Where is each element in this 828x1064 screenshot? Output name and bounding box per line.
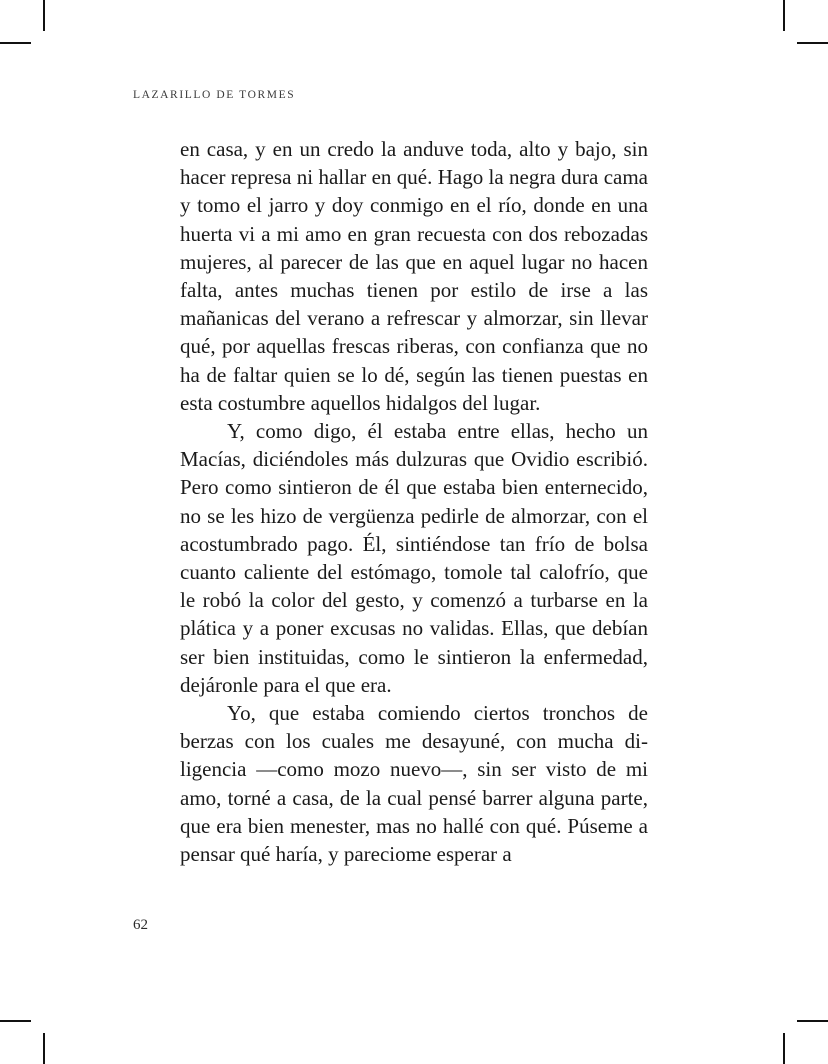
crop-mark-top-left-horizontal (0, 42, 31, 44)
crop-mark-bottom-left-vertical (43, 1033, 45, 1064)
crop-mark-bottom-right-horizontal (797, 1020, 828, 1022)
crop-mark-top-right-horizontal (797, 42, 828, 44)
crop-mark-bottom-left-horizontal (0, 1020, 31, 1022)
paragraph-2: Y, como digo, él estaba entre ellas, hecho un Macías, diciéndoles más dulzuras que Ovidio escribió. Pero como sintieron de él que estaba bien enternecido, no se les hizo de vergüenza pedirle de almorzar, con el acostumbrado pago. Él, sintiéndose tan frío de bolsa cuanto caliente del estómago, tomole tal calofrío, que le robó la color del gesto, y comenzó a turbarse en la plática y a poner excusas no validas. Ellas, que debían ser bien instituidas, como le sintieron la enfermedad, dejáronle para el que era. (180, 419, 648, 697)
crop-mark-top-left-vertical (43, 0, 45, 31)
running-head: LAZARILLO DE TORMES (133, 89, 296, 101)
crop-mark-bottom-right-vertical (783, 1033, 785, 1064)
paragraph-1: en casa, y en un credo la anduve toda, alto y bajo, sin hacer represa ni hallar en qué. Hago la negra dura cama y tomo el jarro y doy conmigo en el río, donde en una huerta vi a mi amo en gran recuesta con dos rebozadas mujeres, al parecer de las que en aquel lugar no hacen falta, antes muchas tienen por estilo de irse a las mañanicas del verano a refrescar y almorzar, sin llevar qué, por aquellas frescas riberas, con confianza que no ha de faltar quien se lo dé, según las tienen puestas en esta costumbre aquellos hidalgos del lugar. (180, 137, 648, 415)
paragraph-3: Yo, que estaba comiendo ciertos tronchos de berzas con los cuales me desayuné, con mucha diligencia —como mozo nuevo—, sin ser visto de mi amo, torné a casa, de la cual pensé barrer alguna parte, que era bien menester, mas no hallé con qué. Púseme a pensar qué haría, y pareciome esperar a (180, 701, 648, 867)
page-number: 62 (133, 917, 148, 933)
body-text (180, 135, 648, 868)
crop-mark-top-right-vertical (783, 0, 785, 31)
